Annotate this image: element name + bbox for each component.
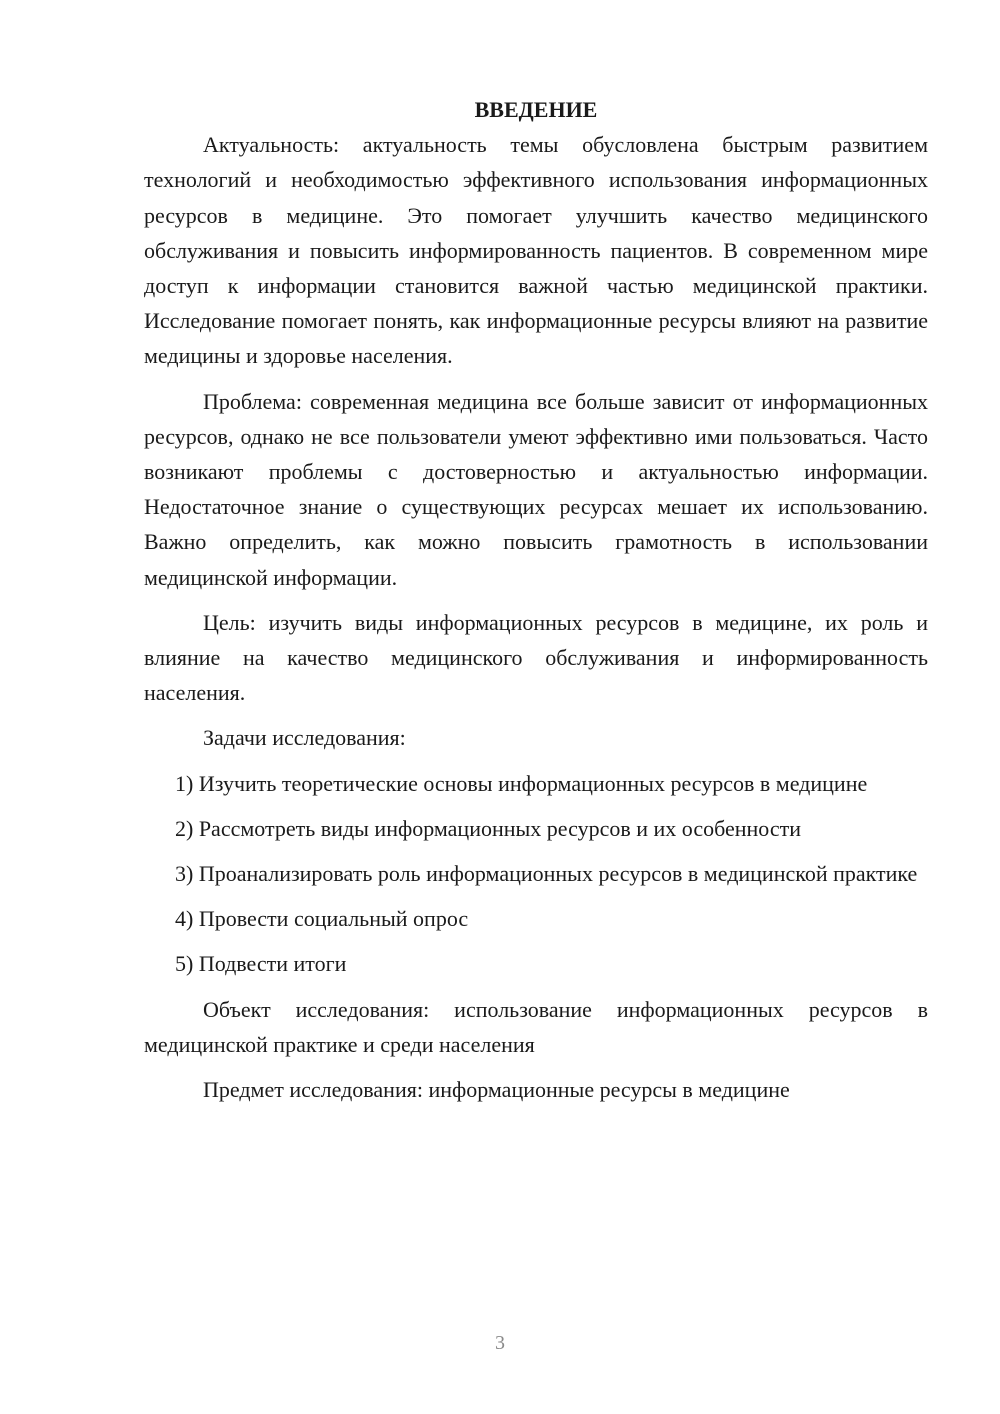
goal-paragraph: Цель: изучить виды информационных ресурсов в медицине, их роль и влияние на качество медицинского обслуживания и информированность населения. bbox=[144, 609, 928, 706]
tasks-title: Задачи исследования: bbox=[203, 725, 406, 751]
task-item-4: 4) Провести социальный опрос bbox=[175, 906, 469, 932]
object-paragraph: Объект исследования: использование информационных ресурсов в медицинской практике и среди населения bbox=[144, 996, 928, 1057]
relevance-paragraph: Актуальность: актуальность темы обусловлена быстрым развитием технологий и необходимостью эффективного использования информационных ресурсов в медицине. Это помогает улучшить качество медицинского обслуживания и повысить информированность пациентов. В современном мире доступ к информации становится важной частью медицинской практики. Исследование помогает понять, как информационные ресурсы влияют на развитие медицины и здоровье населения. bbox=[144, 132, 928, 369]
task-item-1: 1) Изучить теоретические основы информационных ресурсов в медицине bbox=[175, 770, 868, 796]
document-body bbox=[144, 92, 928, 1107]
subject-paragraph: Предмет исследования: информационные ресурсы в медицине bbox=[203, 1077, 790, 1103]
problem-paragraph: Проблема: современная медицина все больше зависит от информационных ресурсов, однако не все пользователи умеют эффективно ими пользоваться. Часто возникают проблемы с достоверностью и актуальностью информации. Недостаточное знание о существующих ресурсах мешает их использованию. Важно определить, как можно повысить грамотность в использовании медицинской информации. bbox=[144, 388, 928, 590]
task-item-5: 5) Подвести итоги bbox=[175, 951, 347, 977]
page-title: ВВЕДЕНИЕ bbox=[474, 97, 598, 122]
task-item-2: 2) Рассмотреть виды информационных ресурсов и их особенности bbox=[175, 815, 802, 841]
page-number: 3 bbox=[495, 1332, 505, 1354]
task-item-3: 3) Проанализировать роль информационных ресурсов в медицинской практике bbox=[175, 861, 918, 887]
